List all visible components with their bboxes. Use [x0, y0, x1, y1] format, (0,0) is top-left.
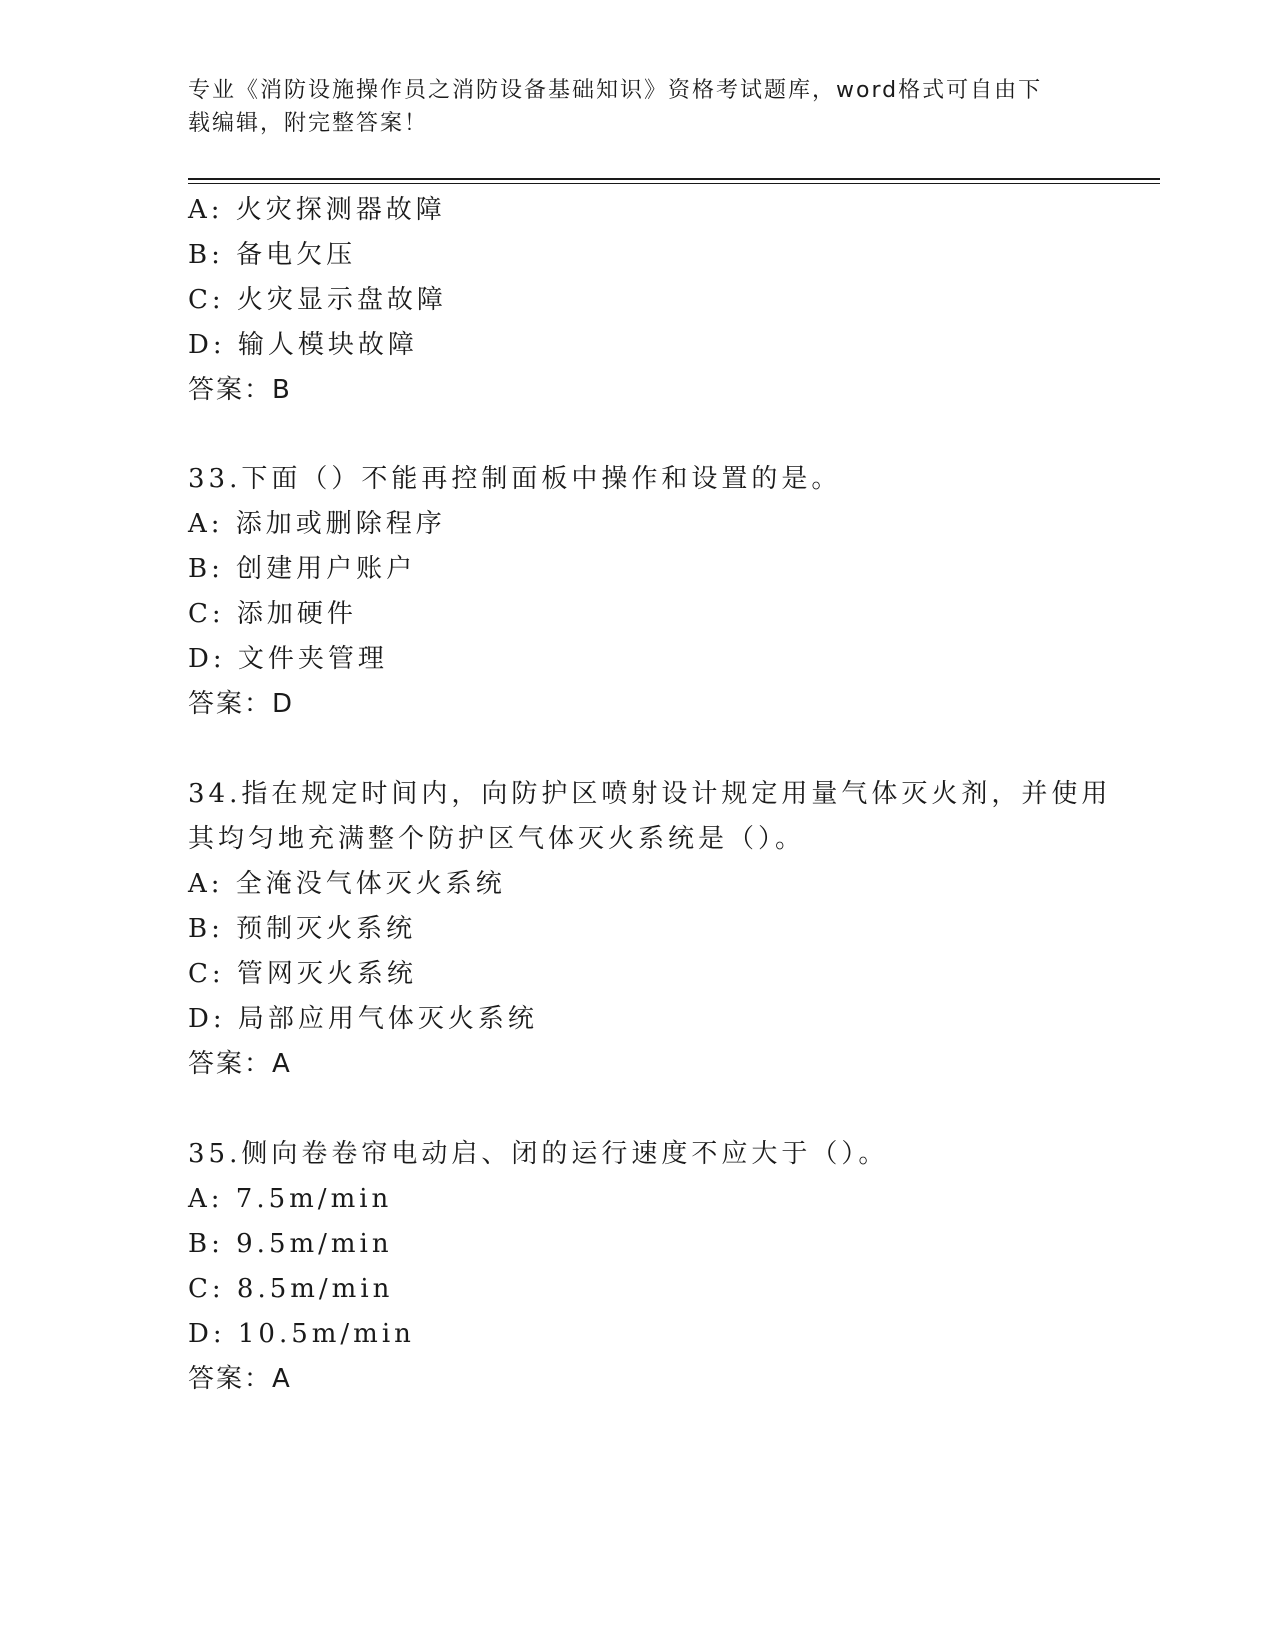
q33-option-a: A: 添加或删除程序 — [188, 509, 446, 539]
header-line-2: 载编辑，附完整答案！ — [188, 111, 429, 136]
q35-option-a: A: 7.5m/min — [188, 1184, 393, 1214]
header-line-1: 专业《消防设施操作员之消防设备基础知识》资格考试题库，word格式可自由下 — [188, 78, 1043, 103]
q33-answer: 答案：D — [188, 689, 295, 719]
q32-option-a: A: 火灾探测器故障 — [188, 195, 446, 225]
q35-stem: 35.侧向卷卷帘电动启、闭的运行速度不应大于（）。 — [188, 1139, 889, 1169]
q35-option-c: C: 8.5m/min — [188, 1274, 394, 1304]
document-header — [188, 74, 1088, 140]
q35-option-d: D: 10.5m/min — [188, 1319, 415, 1349]
header-divider-thin — [188, 183, 1160, 184]
q32-option-b: B: 备电欠压 — [188, 240, 357, 270]
q34-option-a: A: 全淹没气体灭火系统 — [188, 869, 506, 899]
q33-option-d: D: 文件夹管理 — [188, 644, 388, 674]
q32-option-c: C: 火灾显示盘故障 — [188, 285, 447, 315]
q34-stem-line-2: 其均匀地充满整个防护区气体灭火系统是（）。 — [188, 824, 806, 854]
q34-stem-line-1: 34.指在规定时间内，向防护区喷射设计规定用量气体灭火剂，并使用 — [188, 779, 1112, 809]
header-divider-thick — [188, 178, 1160, 180]
q34-option-d: D: 局部应用气体灭火系统 — [188, 1004, 538, 1034]
q33-option-c: C: 添加硬件 — [188, 599, 357, 629]
q34-option-b: B: 预制灭火系统 — [188, 914, 417, 944]
q34-option-c: C: 管网灭火系统 — [188, 959, 417, 989]
q35-option-b: B: 9.5m/min — [188, 1229, 393, 1259]
q33-stem: 33.下面（）不能再控制面板中操作和设置的是。 — [188, 464, 842, 494]
q32-answer: 答案：B — [188, 375, 292, 405]
q35-answer: 答案：A — [188, 1364, 292, 1394]
q34-answer: 答案：A — [188, 1049, 292, 1079]
q32-option-d: D: 输人模块故障 — [188, 330, 418, 360]
q33-option-b: B: 创建用户账户 — [188, 554, 417, 584]
